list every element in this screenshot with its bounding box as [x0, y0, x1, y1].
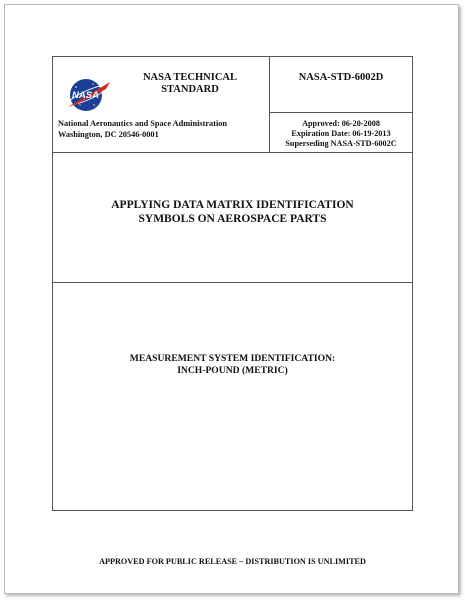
- approval-block: [270, 119, 412, 149]
- standard-number: NASA-STD-6002D: [298, 72, 384, 83]
- nasa-logo-icon: [66, 74, 112, 114]
- document-title-line-1: APPLYING DATA MATRIX IDENTIFICATION: [111, 199, 354, 211]
- document-title: [53, 199, 412, 226]
- release-statement: APPROVED FOR PUBLIC RELEASE – DISTRIBUTION IS UNLIMITED: [99, 557, 366, 566]
- agency-address: Washington, DC 20546-0001: [58, 129, 159, 139]
- document-title-line-2: SYMBOLS ON AEROSPACE PARTS: [138, 212, 327, 225]
- nasa-logo-text: NASA: [72, 90, 99, 102]
- header-right-divider: [269, 112, 412, 113]
- approved-date: Approved: 06-20-2008: [302, 119, 380, 128]
- superseding-note: Superseding NASA-STD-6002C: [285, 139, 397, 148]
- header-bottom-divider: [53, 152, 412, 153]
- document-page: [4, 4, 459, 594]
- measurement-system-line-2: INCH-POUND (METRIC): [177, 365, 288, 376]
- measurement-system: [53, 353, 412, 377]
- agency-name: National Aeronautics and Space Administration: [58, 119, 228, 128]
- measurement-system-line-1: MEASUREMENT SYSTEM IDENTIFICATION:: [129, 353, 336, 364]
- standard-type-title: [115, 72, 265, 96]
- standard-type-line-1: NASA TECHNICAL: [142, 72, 238, 83]
- title-bottom-divider: [53, 282, 412, 283]
- standard-type-line-2: STANDARD: [161, 84, 219, 95]
- cover-frame: [52, 56, 413, 511]
- agency-block: [58, 119, 227, 140]
- expiration-date: Expiration Date: 06-19-2013: [291, 129, 391, 138]
